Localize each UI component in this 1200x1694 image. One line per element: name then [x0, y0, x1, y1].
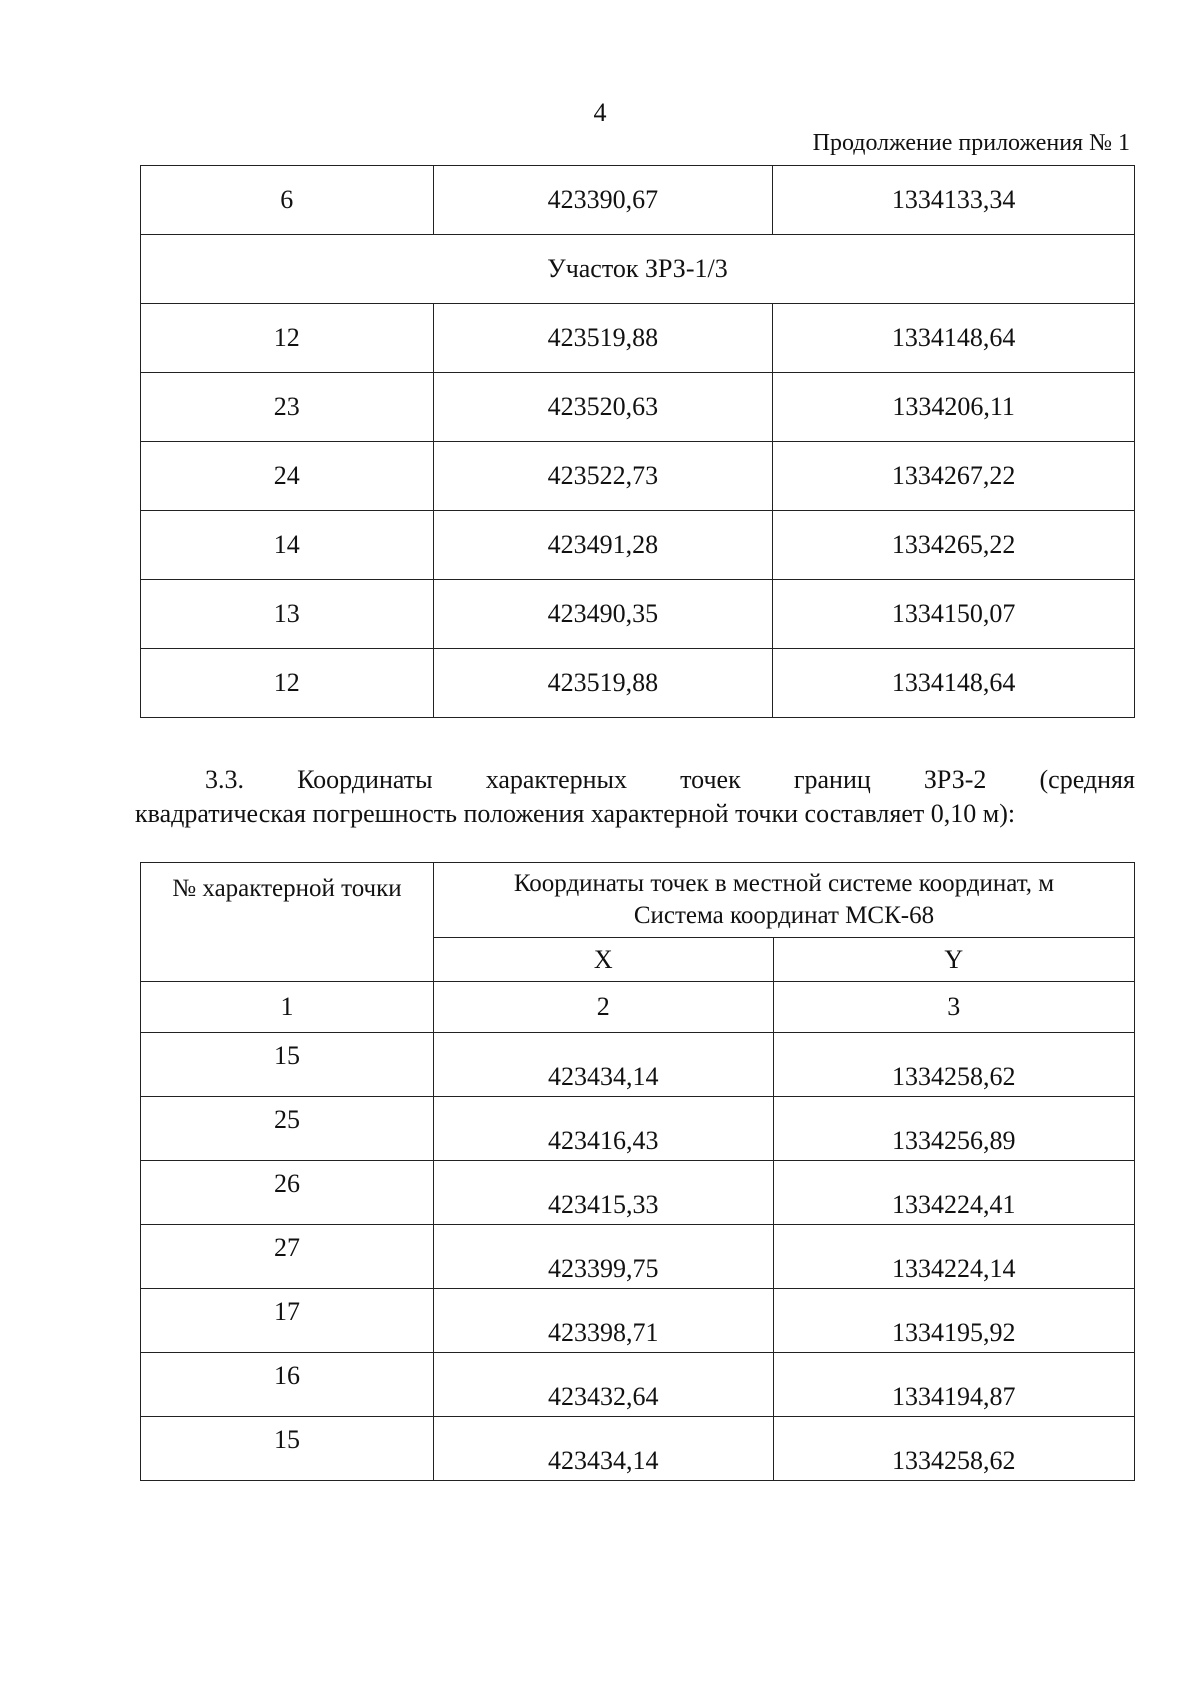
column-number: 1 — [141, 982, 434, 1033]
paragraph-line-1 — [135, 763, 1135, 797]
x-cell: 423519,88 — [433, 304, 773, 373]
x-cell: 423399,75 — [433, 1225, 773, 1289]
continuation-label: Продолжение приложения № 1 — [812, 130, 1130, 156]
coordinates-table-zrz-2 — [140, 862, 1135, 1481]
x-cell: 423522,73 — [433, 442, 773, 511]
column-numbers-row — [141, 982, 1135, 1033]
x-cell: 423519,88 — [433, 649, 773, 718]
paragraph-word: характерных — [485, 765, 627, 794]
paragraph-word: Координаты — [297, 765, 433, 794]
coordinates-table-zrz-1 — [140, 165, 1135, 718]
point-cell: 12 — [141, 304, 434, 373]
paragraph-word: границ — [793, 765, 871, 794]
point-number-header: № характерной точки — [141, 863, 434, 982]
y-cell: 1334258,62 — [773, 1033, 1135, 1097]
y-cell: 1334194,87 — [773, 1353, 1135, 1417]
table-row — [141, 304, 1135, 373]
column-number: 3 — [773, 982, 1135, 1033]
point-cell: 25 — [141, 1097, 434, 1161]
y-cell: 1334224,14 — [773, 1225, 1135, 1289]
x-cell: 423416,43 — [433, 1097, 773, 1161]
y-cell: 1334148,64 — [773, 304, 1135, 373]
paragraph-word: (средняя — [1039, 765, 1135, 794]
point-cell: 6 — [141, 166, 434, 235]
x-header: X — [433, 938, 773, 982]
table-row — [141, 1097, 1135, 1161]
x-cell: 423398,71 — [433, 1289, 773, 1353]
x-cell: 423490,35 — [433, 580, 773, 649]
table-row — [141, 442, 1135, 511]
column-number: 2 — [433, 982, 773, 1033]
y-cell: 1334133,34 — [773, 166, 1135, 235]
y-cell: 1334267,22 — [773, 442, 1135, 511]
table-row — [141, 166, 1135, 235]
point-cell: 17 — [141, 1289, 434, 1353]
y-cell: 1334150,07 — [773, 580, 1135, 649]
table-row — [141, 1225, 1135, 1289]
coordinates-header — [433, 863, 1134, 938]
point-cell: 26 — [141, 1161, 434, 1225]
point-cell: 12 — [141, 649, 434, 718]
point-cell: 23 — [141, 373, 434, 442]
section-3-3-paragraph — [135, 763, 1135, 831]
point-cell: 14 — [141, 511, 434, 580]
table-row — [141, 373, 1135, 442]
table-row — [141, 649, 1135, 718]
coordinates-header-line-1: Координаты точек в местной системе координат, м — [513, 870, 1055, 897]
y-cell: 1334224,41 — [773, 1161, 1135, 1225]
y-cell: 1334258,62 — [773, 1417, 1135, 1481]
table-row — [141, 1161, 1135, 1225]
point-cell: 16 — [141, 1353, 434, 1417]
paragraph-line-2: квадратическая погрешность положения характерной точки составляет 0,10 м): — [135, 799, 1016, 828]
table-row — [141, 1033, 1135, 1097]
y-cell: 1334265,22 — [773, 511, 1135, 580]
point-cell: 15 — [141, 1417, 434, 1481]
x-cell: 423434,14 — [433, 1033, 773, 1097]
coordinates-header-line-2: Система координат МСК-68 — [633, 902, 935, 929]
y-cell: 1334148,64 — [773, 649, 1135, 718]
paragraph-word: ЗРЗ-2 — [923, 765, 987, 794]
section-row — [141, 235, 1135, 304]
table-row — [141, 1417, 1135, 1481]
y-cell: 1334256,89 — [773, 1097, 1135, 1161]
y-cell: 1334195,92 — [773, 1289, 1135, 1353]
point-cell: 24 — [141, 442, 434, 511]
paragraph-word: точек — [680, 765, 741, 794]
table-row — [141, 580, 1135, 649]
x-cell: 423432,64 — [433, 1353, 773, 1417]
point-cell: 27 — [141, 1225, 434, 1289]
point-cell: 15 — [141, 1033, 434, 1097]
x-cell: 423491,28 — [433, 511, 773, 580]
y-cell: 1334206,11 — [773, 373, 1135, 442]
x-cell: 423415,33 — [433, 1161, 773, 1225]
table-row — [141, 511, 1135, 580]
section-label: Участок ЗРЗ-1/3 — [141, 235, 1135, 304]
y-header: Y — [773, 938, 1135, 982]
page-number: 4 — [593, 98, 607, 127]
point-cell: 13 — [141, 580, 434, 649]
x-cell: 423434,14 — [433, 1417, 773, 1481]
paragraph-word: 3.3. — [205, 765, 244, 794]
table-row — [141, 1353, 1135, 1417]
x-cell: 423390,67 — [433, 166, 773, 235]
x-cell: 423520,63 — [433, 373, 773, 442]
table-row — [141, 1289, 1135, 1353]
header-row — [141, 863, 1135, 938]
